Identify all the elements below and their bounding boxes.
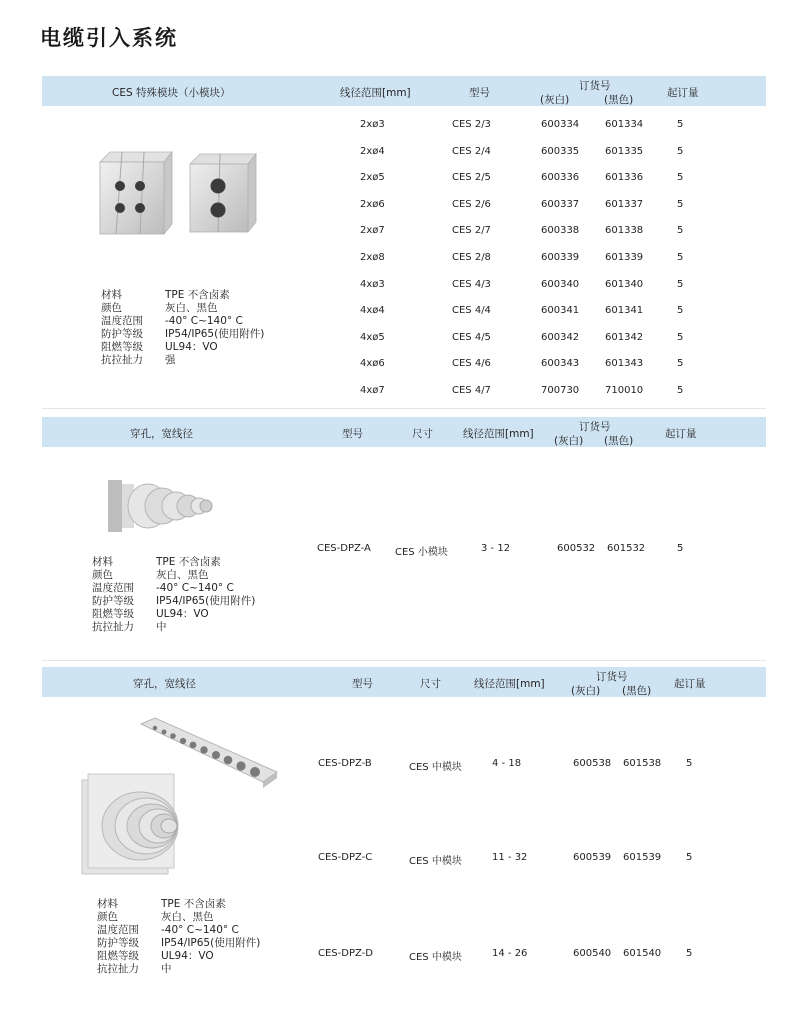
cone-grommet-medium-image <box>78 766 193 878</box>
table-cell-grey: 600339 <box>541 252 580 263</box>
table-cell-grey: 600336 <box>541 172 580 184</box>
spec-value: 灰白、黑色 <box>156 569 209 581</box>
spec-row <box>92 582 292 595</box>
table-cell-model: CES 2/8 <box>452 252 491 263</box>
spec-row <box>101 341 301 354</box>
table-cell-range: 2xø5 <box>360 172 385 184</box>
spec-row <box>97 963 317 976</box>
spec-row <box>101 289 301 302</box>
section2-header-grey: (灰白) <box>554 435 584 447</box>
table-cell-black: 601338 <box>605 225 644 237</box>
table-cell-moq: 5 <box>677 172 684 184</box>
spec-label: 防护等级 <box>97 937 139 949</box>
spec-row <box>101 302 301 315</box>
table-cell-moq: 5 <box>677 145 684 157</box>
table-cell-moq: 5 <box>677 358 684 370</box>
table-cell-black: 601538 <box>623 758 662 769</box>
table-cell-size: CES 中模块 <box>409 952 462 963</box>
section2-header-order-no: 订货号 <box>579 421 611 433</box>
table-cell-model: CES 4/3 <box>452 278 491 290</box>
spec-label: 防护等级 <box>92 595 134 607</box>
table-cell-grey: 600343 <box>541 358 580 370</box>
spec-row <box>101 354 301 367</box>
table-cell-model: CES 4/6 <box>452 358 491 370</box>
spec-label: 抗拉扯力 <box>92 621 134 633</box>
table-cell-grey: 600342 <box>541 331 580 343</box>
table-cell-size: CES 中模块 <box>409 856 462 867</box>
spec-row <box>92 621 292 634</box>
section3-header-cable-range: 线径范围[mm] <box>474 678 545 690</box>
table-cell-grey: 600341 <box>541 305 580 317</box>
table-cell-black: 601343 <box>605 358 644 370</box>
table-cell-model: CES 4/7 <box>452 385 491 396</box>
spec-value: 中 <box>161 963 172 975</box>
section3-header-model: 型号 <box>352 678 373 690</box>
divider <box>42 660 766 661</box>
spec-value: 中 <box>156 621 167 633</box>
table-cell-black: 601539 <box>623 852 662 863</box>
section1-header-cable-range: 线径范围[mm] <box>340 87 411 99</box>
table-cell-range: 14 - 26 <box>492 948 528 959</box>
spec-value: -40° C~140° C <box>156 582 234 594</box>
section1-header-black: (黑色) <box>604 94 634 106</box>
spec-value: IP54/IP65(使用附件) <box>156 595 256 607</box>
table-cell-range: 3 - 12 <box>481 543 511 554</box>
spec-row <box>97 924 317 937</box>
table-cell-moq: 5 <box>677 252 684 263</box>
table-cell-grey: 600532 <box>557 543 596 554</box>
section2-header-cable-range: 线径范围[mm] <box>463 428 534 440</box>
table-cell-grey: 600539 <box>573 852 612 863</box>
table-cell-model: CES-DPZ-B <box>318 758 372 769</box>
spec-label: 颜色 <box>92 569 113 581</box>
spec-value: TPE 不含卤素 <box>156 556 221 568</box>
table-cell-grey: 600540 <box>573 948 612 959</box>
table-cell-grey: 700730 <box>541 385 580 396</box>
table-cell-grey: 600538 <box>573 758 612 769</box>
spec-label: 温度范围 <box>97 924 139 936</box>
table-cell-moq: 5 <box>686 758 693 769</box>
table-cell-grey: 600335 <box>541 145 580 157</box>
table-cell-model: CES 2/5 <box>452 172 491 184</box>
section3-header-order-no: 订货号 <box>596 671 628 683</box>
table-cell-range: 4xø3 <box>360 278 385 290</box>
table-cell-black: 601337 <box>605 198 644 210</box>
section2-header-moq: 起订量 <box>665 428 697 440</box>
section3-header-black: (黑色) <box>622 685 652 697</box>
spec-label: 阻燃等级 <box>101 341 143 353</box>
table-cell-size: CES 小模块 <box>395 547 448 558</box>
table-cell-moq: 5 <box>677 543 684 554</box>
table-cell-range: 4 - 18 <box>492 758 522 769</box>
table-cell-range: 2xø3 <box>360 119 385 130</box>
spec-label: 抗拉扯力 <box>97 963 139 975</box>
spec-value: TPE 不含卤素 <box>165 289 230 301</box>
spec-value: UL94：VO <box>156 608 209 620</box>
section1-specs <box>101 289 301 367</box>
section1-header-model: 型号 <box>469 87 490 99</box>
page-title: 电缆引入系统 <box>40 26 178 50</box>
table-cell-grey: 600334 <box>541 119 580 130</box>
spec-label: 颜色 <box>101 302 122 314</box>
module-4hole-image <box>92 148 177 238</box>
table-cell-range: 2xø4 <box>360 145 385 157</box>
spec-value: IP54/IP65(使用附件) <box>165 328 265 340</box>
table-cell-moq: 5 <box>677 331 684 343</box>
table-cell-range: 4xø4 <box>360 305 385 317</box>
spec-label: 抗拉扯力 <box>101 354 143 366</box>
cone-grommet-small-image <box>104 476 216 536</box>
table-cell-model: CES-DPZ-A <box>317 543 371 554</box>
table-cell-model: CES 4/4 <box>452 305 491 317</box>
spec-row <box>97 937 317 950</box>
table-cell-model: CES 4/5 <box>452 331 491 343</box>
table-cell-black: 601335 <box>605 145 644 157</box>
spec-value: UL94：VO <box>165 341 218 353</box>
table-cell-moq: 5 <box>677 225 684 237</box>
section2-header-black: (黑色) <box>604 435 634 447</box>
spec-value: -40° C~140° C <box>161 924 239 936</box>
spec-label: 防护等级 <box>101 328 143 340</box>
divider <box>42 408 766 409</box>
table-cell-size: CES 中模块 <box>409 762 462 773</box>
section3-header-grey: (灰白) <box>571 685 601 697</box>
table-cell-black: 601341 <box>605 305 644 317</box>
table-cell-model: CES 2/6 <box>452 198 491 210</box>
spec-row <box>101 315 301 328</box>
table-cell-black: 601339 <box>605 252 644 263</box>
spec-label: 阻燃等级 <box>92 608 134 620</box>
table-cell-moq: 5 <box>677 385 684 396</box>
section1-header <box>42 76 766 106</box>
spec-label: 温度范围 <box>92 582 134 594</box>
spec-label: 材料 <box>101 289 122 301</box>
table-cell-range: 4xø5 <box>360 331 385 343</box>
section3-header-size: 尺寸 <box>420 678 441 690</box>
table-cell-black: 601340 <box>605 278 644 290</box>
spec-row <box>97 911 317 924</box>
spec-row <box>97 898 317 911</box>
spec-row <box>101 328 301 341</box>
spec-value: UL94：VO <box>161 950 214 962</box>
section2-header-size: 尺寸 <box>412 428 433 440</box>
section1-header-grey: (灰白) <box>540 94 570 106</box>
spec-label: 材料 <box>97 898 118 910</box>
spec-value: TPE 不含卤素 <box>161 898 226 910</box>
table-cell-black: 601342 <box>605 331 644 343</box>
section3-header-moq: 起订量 <box>674 678 706 690</box>
table-cell-model: CES-DPZ-D <box>318 948 373 959</box>
spec-row <box>92 595 292 608</box>
spec-value: 灰白、黑色 <box>161 911 214 923</box>
table-cell-range: 11 - 32 <box>492 852 528 863</box>
spec-value: -40° C~140° C <box>165 315 243 327</box>
spec-row <box>92 569 292 582</box>
spec-label: 温度范围 <box>101 315 143 327</box>
spec-label: 材料 <box>92 556 113 568</box>
table-cell-range: 2xø8 <box>360 252 385 263</box>
table-cell-moq: 5 <box>686 948 693 959</box>
spec-value: IP54/IP65(使用附件) <box>161 937 261 949</box>
section1-header-moq: 起订量 <box>667 87 699 99</box>
table-cell-model: CES 2/4 <box>452 145 491 157</box>
table-cell-range: 4xø6 <box>360 358 385 370</box>
table-cell-model: CES-DPZ-C <box>318 852 373 863</box>
table-cell-range: 2xø6 <box>360 198 385 210</box>
table-cell-moq: 5 <box>677 119 684 130</box>
section2-header-name: 穿孔，宽线径 <box>130 428 193 440</box>
section2-specs <box>92 556 292 634</box>
section1-header-name: CES 特殊模块（小模块） <box>112 87 231 99</box>
table-cell-moq: 5 <box>686 852 693 863</box>
table-cell-black: 710010 <box>605 385 644 396</box>
module-2hole-image <box>184 152 260 234</box>
section3-header <box>42 667 766 697</box>
section3-specs <box>97 898 317 976</box>
spec-row <box>92 556 292 569</box>
section2-header <box>42 417 766 447</box>
section2-header-model: 型号 <box>342 428 363 440</box>
spec-label: 阻燃等级 <box>97 950 139 962</box>
table-cell-black: 601540 <box>623 948 662 959</box>
section3-header-name: 穿孔，宽线径 <box>133 678 196 690</box>
table-cell-model: CES 2/7 <box>452 225 491 237</box>
spec-label: 颜色 <box>97 911 118 923</box>
table-cell-range: 2xø7 <box>360 225 385 237</box>
table-cell-black: 601532 <box>607 543 646 554</box>
table-cell-grey: 600337 <box>541 198 580 210</box>
table-cell-moq: 5 <box>677 198 684 210</box>
table-cell-moq: 5 <box>677 305 684 317</box>
table-cell-moq: 5 <box>677 278 684 290</box>
spec-row <box>97 950 317 963</box>
table-cell-grey: 600340 <box>541 278 580 290</box>
table-cell-black: 601336 <box>605 172 644 184</box>
section1-header-order-no: 订货号 <box>579 80 611 92</box>
spec-value: 灰白、黑色 <box>165 302 218 314</box>
table-cell-grey: 600338 <box>541 225 580 237</box>
spec-row <box>92 608 292 621</box>
table-cell-range: 4xø7 <box>360 385 385 396</box>
table-cell-model: CES 2/3 <box>452 119 491 130</box>
spec-value: 强 <box>165 354 176 366</box>
table-cell-black: 601334 <box>605 119 644 130</box>
